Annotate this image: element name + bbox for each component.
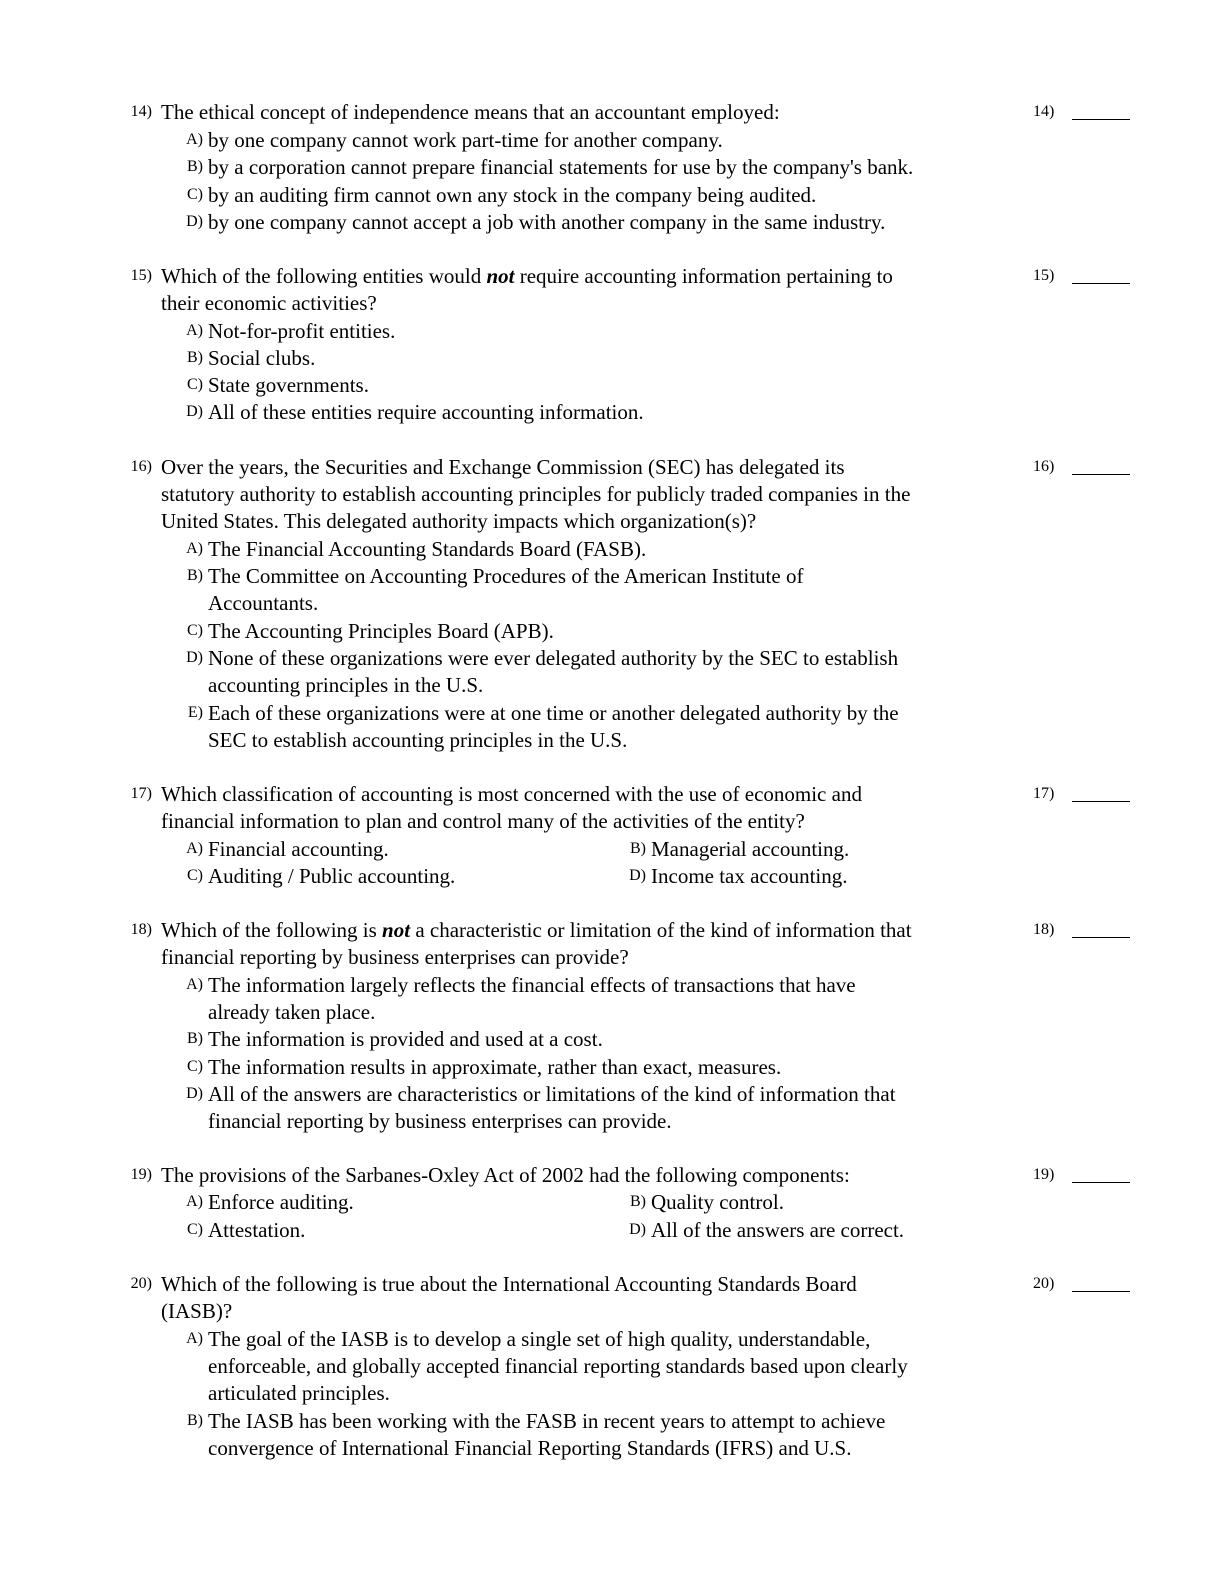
option-text: by one company cannot accept a job with another company in the same industry. <box>208 210 886 234</box>
option-letter: B) <box>187 349 203 366</box>
option-text: accounting principles in the U.S. <box>208 673 484 697</box>
option-letter: B) <box>630 840 646 857</box>
question-text: The ethical concept of independence means that an accountant employed: <box>161 100 780 124</box>
option-letter: A) <box>186 976 203 993</box>
option-letter: D) <box>629 1221 646 1238</box>
answer-blank[interactable] <box>1072 937 1130 938</box>
option-letter: A) <box>186 1330 203 1347</box>
option-text: The Committee on Accounting Procedures of the American Institute of <box>208 564 804 588</box>
option-letter: D) <box>186 649 203 666</box>
option-text: Accountants. <box>208 591 319 615</box>
question-number: 19) <box>130 1166 152 1183</box>
option-text: The Financial Accounting Standards Board (FASB). <box>208 537 647 561</box>
option-text: Quality control. <box>651 1190 784 1214</box>
question-text: Which of the following is true about the International Accounting Standards Board <box>161 1272 857 1296</box>
answer-number: 19) <box>1033 1166 1055 1183</box>
option-text: financial reporting by business enterprises can provide. <box>208 1109 672 1133</box>
option-text: Managerial accounting. <box>651 837 850 861</box>
option-text: by a corporation cannot prepare financial statements for use by the company's bank. <box>208 155 914 179</box>
question-number: 17) <box>130 785 152 802</box>
option-text: Attestation. <box>208 1218 306 1242</box>
option-letter: C) <box>187 622 203 639</box>
option-letter: C) <box>187 1058 203 1075</box>
question-number: 15) <box>130 267 152 284</box>
question-number: 20) <box>130 1275 152 1292</box>
question-text: Which of the following entities would not require accounting information pertaining to <box>161 264 893 288</box>
option-text: SEC to establish accounting principles in the U.S. <box>208 728 628 752</box>
option-letter: B) <box>630 1193 646 1210</box>
answer-number: 14) <box>1033 103 1055 120</box>
question-text: Over the years, the Securities and Exchange Commission (SEC) has delegated its <box>161 455 845 479</box>
question-text: financial reporting by business enterprises can provide? <box>161 945 629 969</box>
option-text: Auditing / Public accounting. <box>208 864 456 888</box>
option-letter: A) <box>186 1193 203 1210</box>
option-text: Income tax accounting. <box>651 864 848 888</box>
option-text: Financial accounting. <box>208 837 389 861</box>
option-text: The Accounting Principles Board (APB). <box>208 619 554 643</box>
option-text: Enforce auditing. <box>208 1190 354 1214</box>
question-text: The provisions of the Sarbanes-Oxley Act of 2002 had the following components: <box>161 1163 850 1187</box>
option-text: None of these organizations were ever delegated authority by the SEC to establish <box>208 646 899 670</box>
question-number: 14) <box>130 103 152 120</box>
question-text: their economic activities? <box>161 291 377 315</box>
answer-blank[interactable] <box>1072 1291 1130 1292</box>
option-letter: A) <box>186 540 203 557</box>
option-text: convergence of International Financial Reporting Standards (IFRS) and U.S. <box>208 1436 852 1460</box>
emphasis-not: not <box>382 918 411 942</box>
option-text: The information is provided and used at a cost. <box>208 1027 603 1051</box>
question-number: 18) <box>130 921 152 938</box>
option-text: All of these entities require accounting information. <box>208 400 644 424</box>
option-text: The information largely reflects the financial effects of transactions that have <box>208 973 856 997</box>
question-text: Which classification of accounting is most concerned with the use of economic and <box>161 782 862 806</box>
option-text: by one company cannot work part-time for another company. <box>208 128 723 152</box>
option-letter: C) <box>187 186 203 203</box>
option-text: enforceable, and globally accepted financial reporting standards based upon clearly <box>208 1354 908 1378</box>
option-letter: D) <box>186 1085 203 1102</box>
option-text: All of the answers are correct. <box>651 1218 905 1242</box>
option-letter: C) <box>187 1221 203 1238</box>
question-text: financial information to plan and control many of the activities of the entity? <box>161 809 805 833</box>
option-text: Not-for-profit entities. <box>208 319 396 343</box>
option-text: Each of these organizations were at one time or another delegated authority by the <box>208 701 899 725</box>
option-text: The IASB has been working with the FASB in recent years to attempt to achieve <box>208 1409 886 1433</box>
option-letter: C) <box>187 376 203 393</box>
question-text: statutory authority to establish accounting principles for publicly traded companies in the <box>161 482 911 506</box>
option-text: The information results in approximate, rather than exact, measures. <box>208 1055 782 1079</box>
answer-blank[interactable] <box>1072 1182 1130 1183</box>
emphasis-not: not <box>486 264 515 288</box>
question-text: (IASB)? <box>161 1299 233 1323</box>
option-text: The goal of the IASB is to develop a single set of high quality, understandable, <box>208 1327 871 1351</box>
question-text: United States. This delegated authority impacts which organization(s)? <box>161 509 757 533</box>
answer-number: 17) <box>1033 785 1055 802</box>
answer-number: 18) <box>1033 921 1055 938</box>
option-letter: B) <box>187 1030 203 1047</box>
option-text: by an auditing firm cannot own any stock in the company being audited. <box>208 183 817 207</box>
option-text: All of the answers are characteristics or limitations of the kind of information that <box>208 1082 896 1106</box>
option-letter: D) <box>629 867 646 884</box>
option-letter: C) <box>187 867 203 884</box>
option-letter: E) <box>187 704 203 721</box>
option-letter: B) <box>187 567 203 584</box>
answer-blank[interactable] <box>1072 283 1130 284</box>
option-letter: D) <box>186 403 203 420</box>
question-number: 16) <box>130 458 152 475</box>
option-letter: A) <box>186 840 203 857</box>
answer-number: 20) <box>1033 1275 1055 1292</box>
option-letter: B) <box>187 158 203 175</box>
option-letter: D) <box>186 213 203 230</box>
option-letter: A) <box>186 322 203 339</box>
question-text: Which of the following is not a characteristic or limitation of the kind of information that <box>161 918 912 942</box>
option-text: articulated principles. <box>208 1381 390 1405</box>
option-text: Social clubs. <box>208 346 316 370</box>
answer-blank[interactable] <box>1072 474 1130 475</box>
answer-blank[interactable] <box>1072 119 1130 120</box>
option-text: State governments. <box>208 373 369 397</box>
option-letter: A) <box>186 131 203 148</box>
answer-number: 16) <box>1033 458 1055 475</box>
option-letter: B) <box>187 1412 203 1429</box>
option-text: already taken place. <box>208 1000 376 1024</box>
answer-number: 15) <box>1033 267 1055 284</box>
answer-blank[interactable] <box>1072 801 1130 802</box>
